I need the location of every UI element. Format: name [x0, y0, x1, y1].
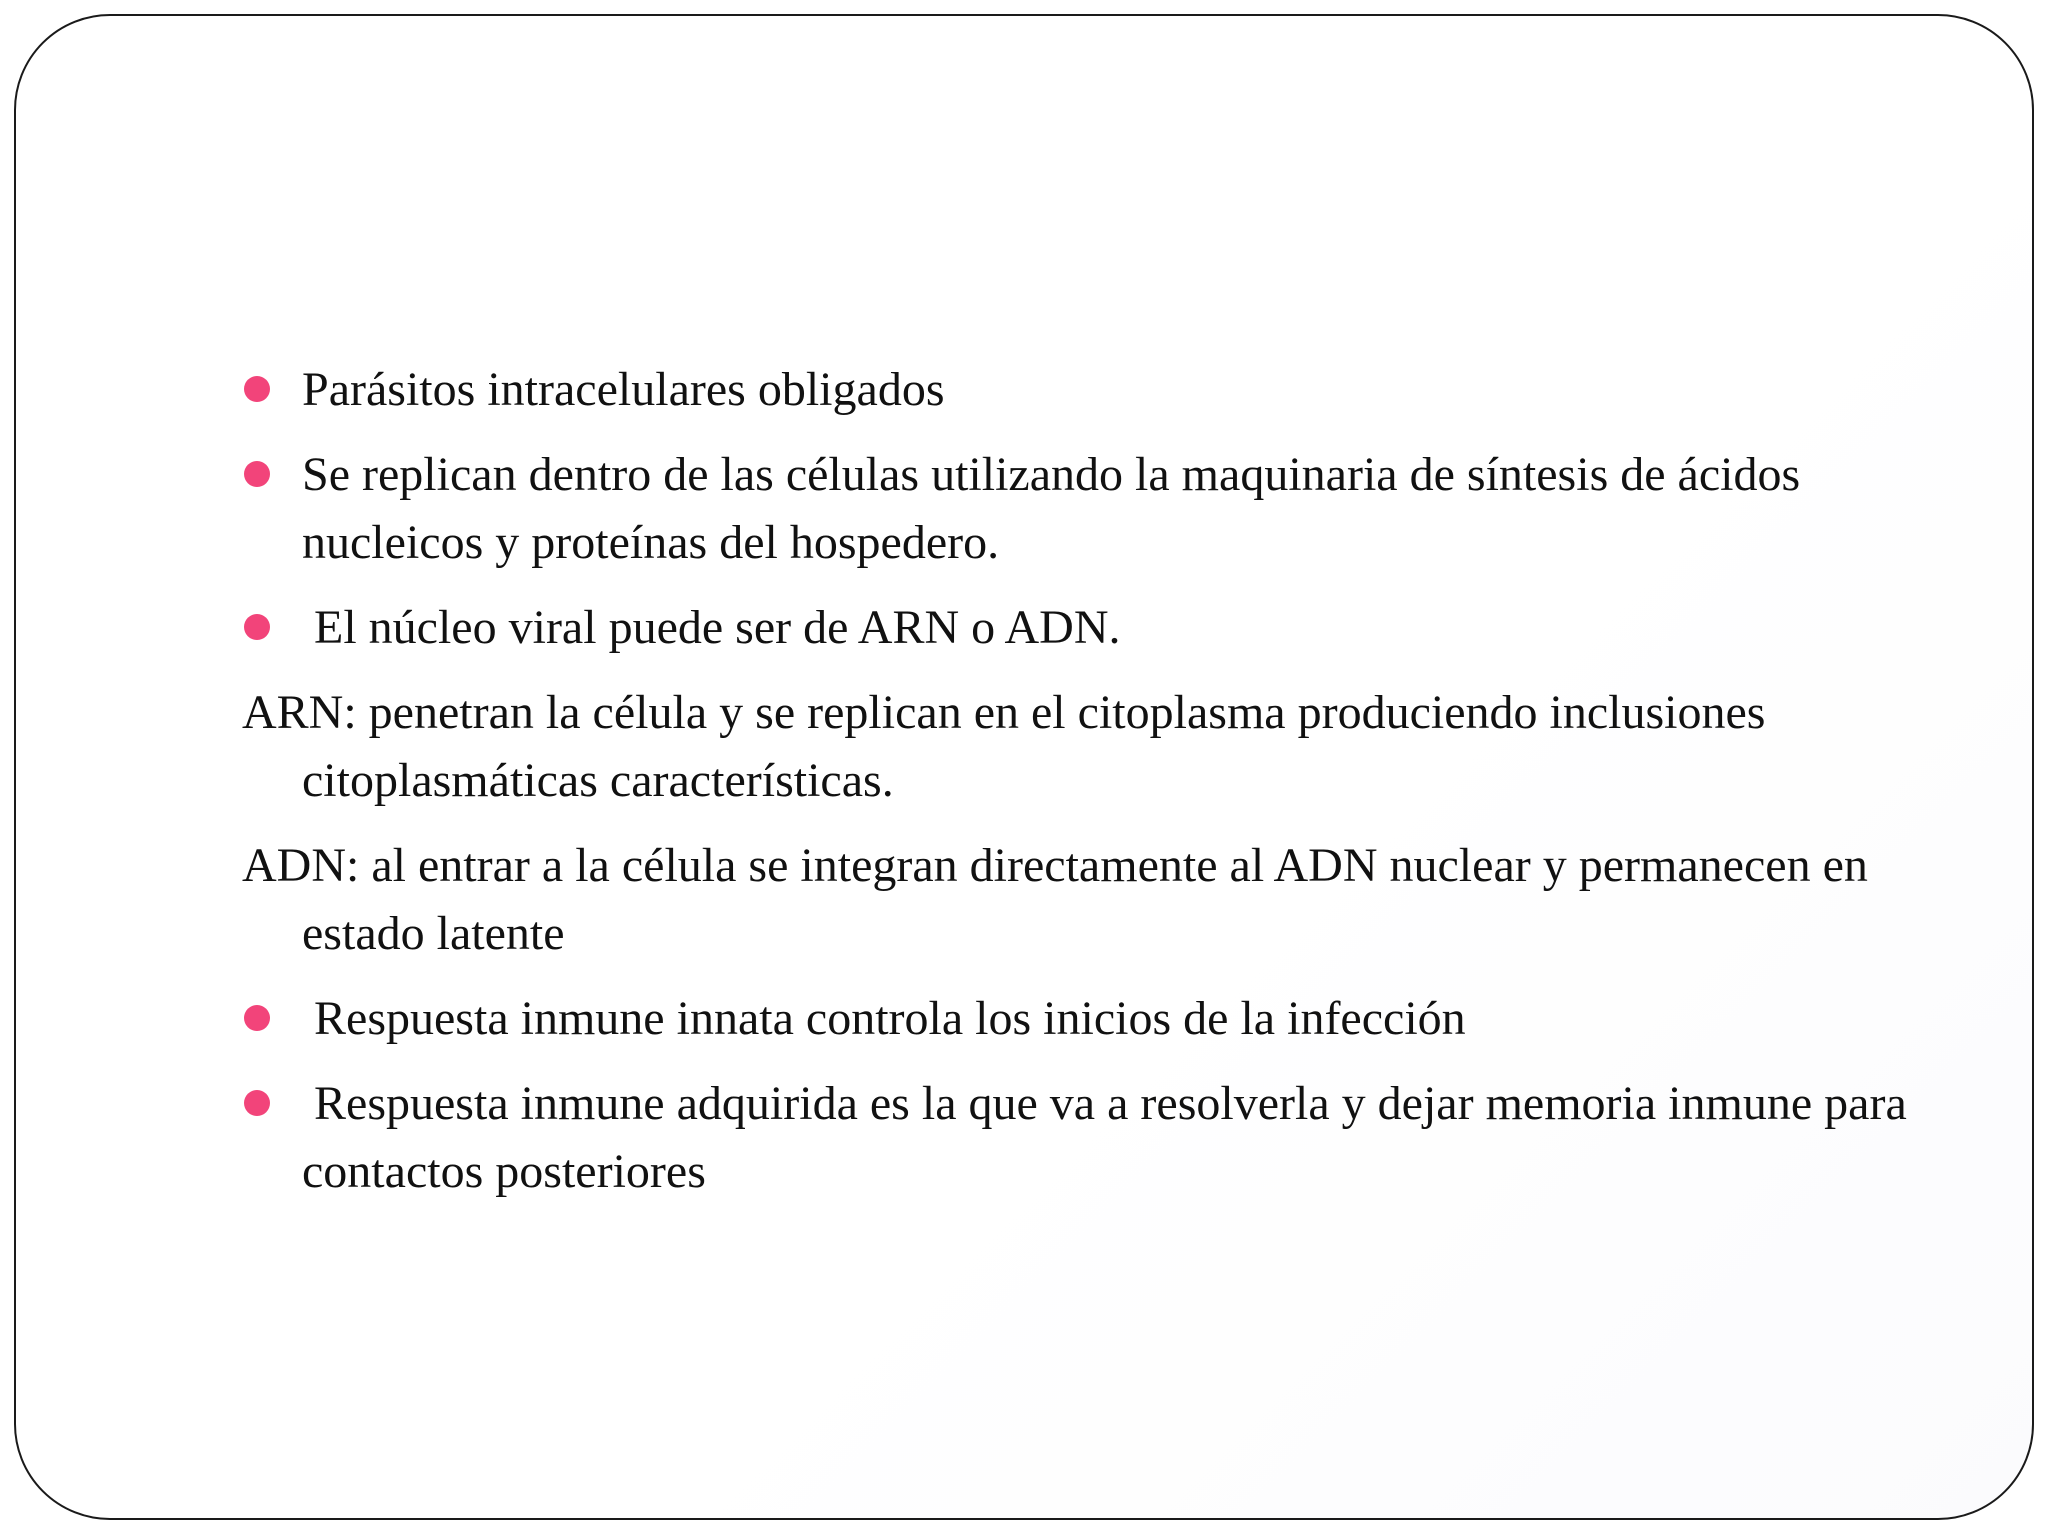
slide-content — [242, 356, 1942, 1223]
bullet-item — [242, 356, 1942, 424]
paragraph-text: ADN: al entrar a la célula se integran directamente al ADN nuclear y permanecen en estado latente — [242, 839, 1868, 960]
dna-paragraph — [242, 832, 1942, 968]
bullet-text: Se replican dentro de las células utilizando la maquinaria de síntesis de ácidos nucleicos y proteínas del hospedero. — [302, 448, 1801, 569]
bullet-item — [242, 985, 1942, 1053]
bullet-text: Parásitos intracelulares obligados — [302, 363, 945, 416]
paragraph-text: ARN: penetran la célula y se replican en el citoplasma produciendo inclusiones citoplasmáticas características. — [242, 686, 1766, 807]
slide-frame — [14, 14, 2034, 1520]
bullet-dot-icon — [244, 461, 270, 487]
bullet-dot-icon — [244, 376, 270, 402]
bullet-text: Respuesta inmune innata controla los inicios de la infección — [302, 992, 1466, 1045]
bullet-item — [242, 1070, 1942, 1206]
bullet-item — [242, 441, 1942, 577]
bullet-dot-icon — [244, 1005, 270, 1031]
bullet-text: Respuesta inmune adquirida es la que va a resolverla y dejar memoria inmune para contactos posteriores — [302, 1077, 1919, 1198]
bullet-text: El núcleo viral puede ser de ARN o ADN. — [302, 601, 1121, 654]
bullet-item — [242, 594, 1942, 662]
rna-paragraph — [242, 679, 1942, 815]
bullet-dot-icon — [244, 1090, 270, 1116]
bullet-dot-icon — [244, 614, 270, 640]
